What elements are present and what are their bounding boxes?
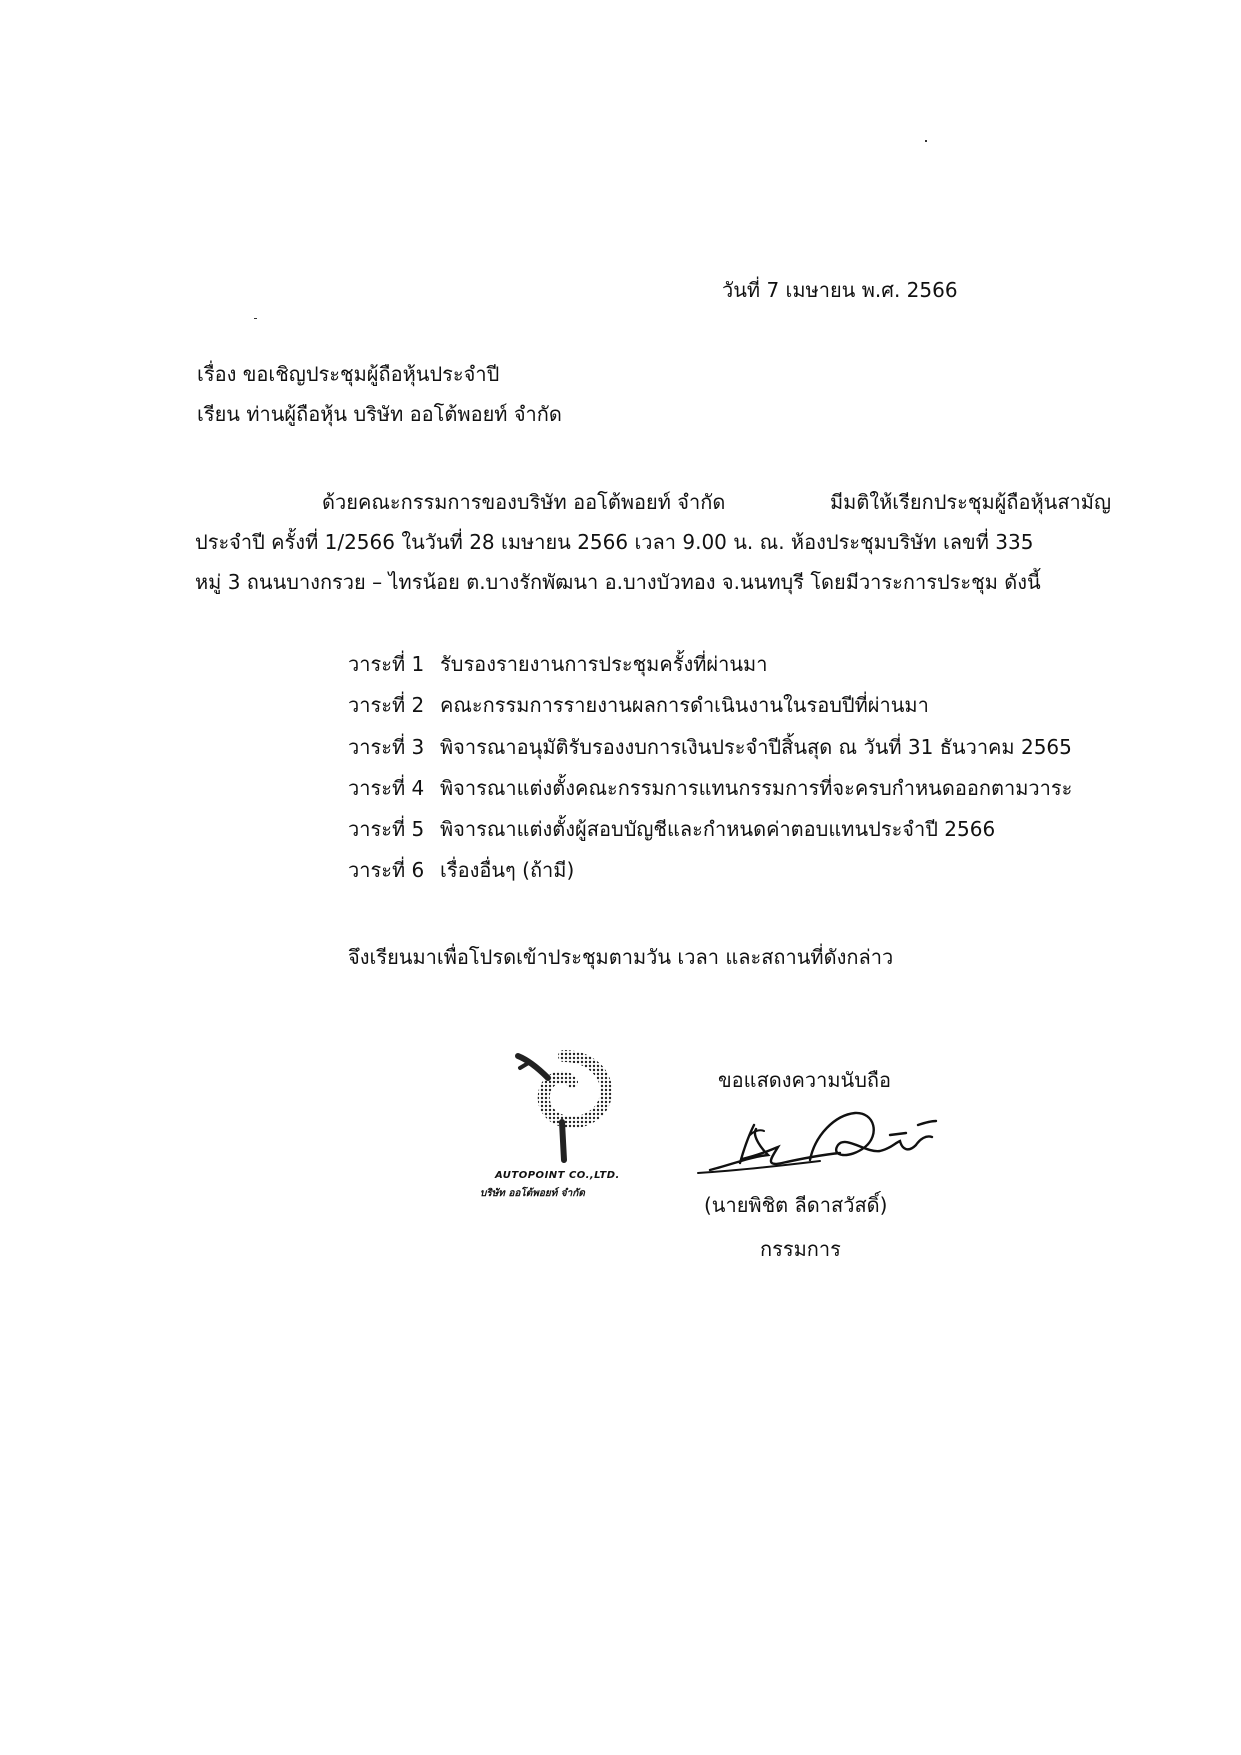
signer-name: (นายพิชิต ลีดาสวัสดิ์) bbox=[704, 1193, 888, 1217]
agenda-number: วาระที่ 2 bbox=[348, 693, 425, 717]
agenda-text: พิจารณาแต่งตั้งผู้สอบบัญชีและกำหนดค่าตอบแทนประจำปี 2566 bbox=[440, 817, 996, 841]
seal-company-th: บริษัท ออโต้พอยท์ จำกัด bbox=[480, 1188, 585, 1199]
agenda-text: คณะกรรมการรายงานผลการดำเนินงานในรอบปีที่ผ่านมา bbox=[440, 693, 929, 717]
agenda-item bbox=[348, 776, 1072, 800]
seal-company-en: AUTOPOINT CO.,LTD. bbox=[495, 1170, 620, 1181]
agenda-item bbox=[348, 693, 929, 717]
letter-subject: เรื่อง ขอเชิญประชุมผู้ถือหุ้นประจำปี bbox=[197, 362, 500, 386]
agenda-number: วาระที่ 3 bbox=[348, 735, 425, 759]
scan-speck bbox=[925, 140, 927, 142]
signer-position: กรรมการ bbox=[760, 1237, 841, 1261]
agenda-text: เรื่องอื่นๆ (ถ้ามี) bbox=[440, 858, 575, 882]
agenda-number: วาระที่ 4 bbox=[348, 776, 425, 800]
agenda-item bbox=[348, 652, 767, 676]
agenda-number: วาระที่ 6 bbox=[348, 858, 425, 882]
agenda-number: วาระที่ 5 bbox=[348, 817, 425, 841]
agenda-number: วาระที่ 1 bbox=[348, 652, 425, 676]
regards: ขอแสดงความนับถือ bbox=[718, 1068, 892, 1092]
company-logo-seal bbox=[508, 1048, 618, 1168]
agenda-text: พิจารณาแต่งตั้งคณะกรรมการแทนกรรมการที่จะครบกำหนดออกตามวาระ bbox=[440, 776, 1073, 800]
agenda-item bbox=[348, 858, 574, 882]
scan-speck bbox=[254, 318, 257, 319]
agenda-text: รับรองรายงานการประชุมครั้งที่ผ่านมา bbox=[440, 652, 768, 676]
body-line-3: หมู่ 3 ถนนบางกรวย – ไทรน้อย ต.บางรักพัฒนา อ.บางบัวทอง จ.นนทบุรี โดยมีวาระการประชุม ดังนี้ bbox=[195, 570, 1041, 594]
agenda-text: พิจารณาอนุมัติรับรองงบการเงินประจำปีสิ้นสุด ณ วันที่ 31 ธันวาคม 2565 bbox=[440, 735, 1072, 759]
agenda-item bbox=[348, 817, 995, 841]
body-line-1b: มีมติให้เรียกประชุมผู้ถือหุ้นสามัญ bbox=[830, 490, 1112, 514]
agenda-item bbox=[348, 735, 1072, 759]
handwritten-signature bbox=[690, 1095, 960, 1190]
letter-recipient: เรียน ท่านผู้ถือหุ้น บริษัท ออโต้พอยท์ จำกัด bbox=[197, 402, 562, 426]
body-line-2: ประจำปี ครั้งที่ 1/2566 ในวันที่ 28 เมษายน 2566 เวลา 9.00 น. ณ. ห้องประชุมบริษัท เลขที่ 335 bbox=[195, 530, 1034, 554]
body-line-1a: ด้วยคณะกรรมการของบริษัท ออโต้พอยท์ จำกัด bbox=[322, 490, 726, 514]
letter-date: วันที่ 7 เมษายน พ.ศ. 2566 bbox=[722, 278, 958, 302]
closing-sentence: จึงเรียนมาเพื่อโปรดเข้าประชุมตามวัน เวลา และสถานที่ดังกล่าว bbox=[348, 945, 894, 969]
